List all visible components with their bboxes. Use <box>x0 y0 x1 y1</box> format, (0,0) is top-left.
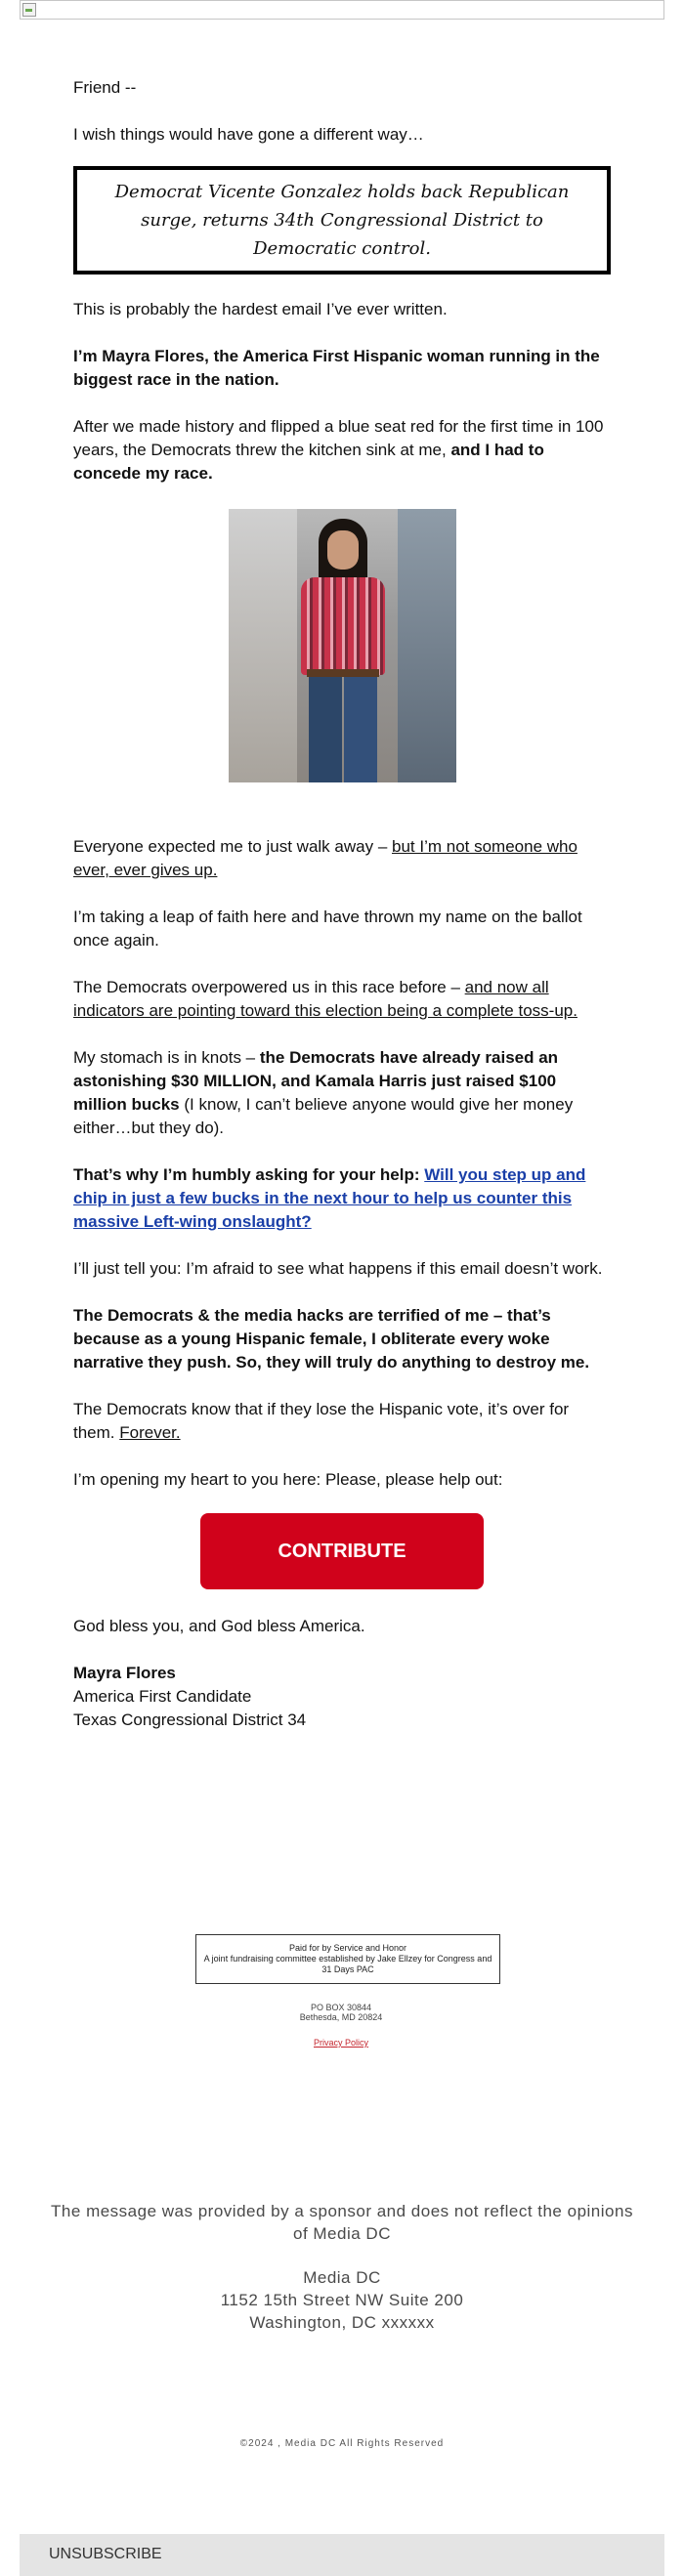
sponsor-city: Washington, DC xxxxxx <box>249 2313 435 2332</box>
copyright: ©2024 , Media DC All Rights Reserved <box>239 2438 445 2449</box>
header-image <box>20 0 664 20</box>
signature-name: Mayra Flores <box>73 1664 176 1682</box>
broken-image-icon <box>22 3 36 17</box>
email-body <box>73 76 611 1732</box>
hardest-email-line: This is probably the hardest email I’ve ever written. <box>73 300 448 318</box>
paid-for-text: Paid for by Service and Honor <box>288 1943 407 1953</box>
history-concede: and I had to concede my race. <box>73 441 544 483</box>
terrified-paragraph: The Democrats & the media hacks are terrified of me – that’s because as a young Hispanic female, I obliterate every woke narrative they push. So, they will truly do anything to destroy me. <box>73 1306 590 1372</box>
mailing-address <box>195 2003 487 2022</box>
heart-paragraph: I’m opening my heart to you here: Please, please help out: <box>73 1470 503 1489</box>
overpowered-text: The Democrats overpowered us in this race before – <box>73 978 465 996</box>
ask-text: That’s why I’m humbly asking for your help: <box>73 1165 425 1184</box>
po-box: PO BOX 30844 <box>310 2003 372 2012</box>
headline-box <box>73 166 611 274</box>
hispanic-paragraph <box>73 1398 611 1445</box>
overpowered-paragraph <box>73 976 611 1023</box>
bless-line: God bless you, and God bless America. <box>73 1617 365 1635</box>
sponsor-note: The message was provided by a sponsor and does not reflect the opinions of Media DC <box>51 2202 633 2243</box>
history-paragraph <box>73 415 611 486</box>
email-frame <box>20 0 664 2576</box>
signature-title: America First Candidate <box>73 1687 252 1706</box>
expected-text: Everyone expected me to just walk away – <box>73 837 392 856</box>
headline-text: Democrat Vicente Gonzalez holds back Republican surge, returns 34th Congressional District to Democratic control. <box>114 182 570 259</box>
ask-paragraph <box>73 1163 611 1234</box>
overpowered-underlined: and now all indicators are pointing toward this election being a complete toss-up. <box>73 978 577 1020</box>
hispanic-forever: Forever. <box>119 1423 181 1442</box>
hispanic-text: The Democrats know that if they lose the Hispanic vote, it’s over for them. <box>73 1400 570 1442</box>
candidate-intro: I’m Mayra Flores, the America First Hispanic woman running in the biggest race in the nation. <box>73 347 600 389</box>
unsubscribe-bar <box>20 2534 664 2576</box>
contribute-button[interactable]: CONTRIBUTE <box>200 1513 484 1589</box>
leap-paragraph: I’m taking a leap of faith here and have thrown my name on the ballot once again. <box>73 908 582 950</box>
signature-district: Texas Congressional District 34 <box>73 1710 307 1729</box>
stomach-paragraph <box>73 1046 611 1140</box>
donate-link[interactable]: Will you step up and chip in just a few bucks in the next hour to help us counter this massive Left-wing onslaught? <box>73 1165 586 1231</box>
unsubscribe-link[interactable]: UNSUBSCRIBE <box>49 2546 162 2562</box>
sponsor-footer <box>49 2200 635 2334</box>
paid-for-box <box>195 1934 500 1984</box>
sponsor-street: 1152 15th Street NW Suite 200 <box>220 2291 464 2309</box>
candidate-photo <box>229 509 456 782</box>
expected-underlined: but I’m not someone who ever, ever gives up. <box>73 837 577 879</box>
expected-paragraph <box>73 835 611 882</box>
contribute-wrap <box>73 1513 611 1589</box>
intro-line: I wish things would have gone a different way… <box>73 125 424 144</box>
stomach-text: My stomach is in knots – <box>73 1048 260 1067</box>
signature-block <box>73 1662 611 1732</box>
greeting: Friend -- <box>73 78 137 97</box>
mailing-city: Bethesda, MD 20824 <box>299 2012 383 2022</box>
privacy-policy-link[interactable]: Privacy Policy <box>313 2038 368 2048</box>
sponsor-org: Media DC <box>303 2268 381 2287</box>
stomach-bold: the Democrats have already raised an astonishing $30 MILLION, and Kamala Harris just raised $100 million bucks <box>73 1048 559 1114</box>
history-text: After we made history and flipped a blue seat red for the first time in 100 years, the Democrats threw the kitchen sink at me, <box>73 417 604 459</box>
stomach-aside: (I know, I can’t believe anyone would give her money either…but they do). <box>73 1095 574 1137</box>
afraid-paragraph: I’ll just tell you: I’m afraid to see what happens if this email doesn’t work. <box>73 1259 603 1278</box>
committee-text: A joint fundraising committee established by Jake Ellzey for Congress and 31 Days PAC <box>203 1954 492 1974</box>
